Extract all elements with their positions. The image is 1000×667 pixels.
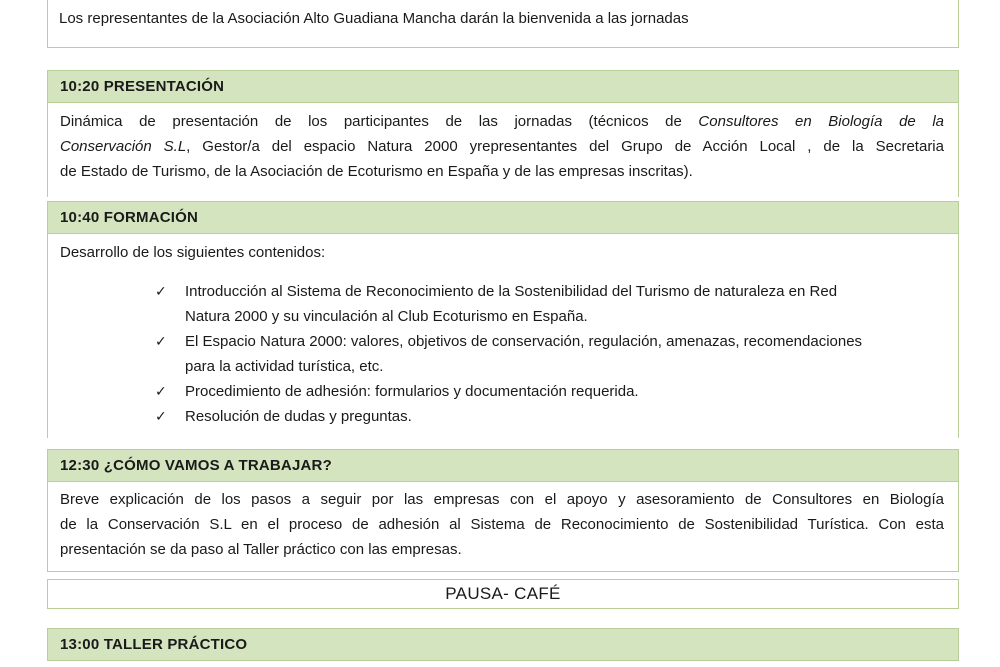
- section-body-trabajar: [47, 482, 959, 572]
- list-item-line: El Espacio Natura 2000: valores, objetivos de conservación, regulación, amenazas, recomendaciones: [185, 333, 863, 350]
- formacion-list: [60, 279, 944, 429]
- section-body-formacion: [47, 234, 959, 438]
- list-item: [60, 279, 944, 329]
- check-icon: ✓: [155, 383, 167, 399]
- list-item: [60, 404, 944, 429]
- trabajar-line-2: de la Conservación S.L en el proceso de adhesión al Sistema de Reconocimiento de Sostenibilidad Turística. Con esta: [60, 516, 944, 533]
- presentacion-text-1a: Dinámica de presentación de los participantes de las jornadas (técnicos de: [60, 113, 699, 130]
- check-icon: ✓: [155, 283, 167, 299]
- list-item-line: Resolución de dudas y preguntas.: [185, 408, 412, 425]
- list-item-line: Procedimiento de adhesión: formularios y documentación requerida.: [185, 383, 639, 400]
- list-item: [60, 379, 944, 404]
- list-item: [60, 329, 944, 379]
- pausa-cafe-banner: PAUSA- CAFÉ: [47, 579, 959, 609]
- presentacion-text-1-italic: Consultores en Biología de la: [698, 113, 945, 130]
- presentacion-text-2-italic: Conservación S.L: [60, 138, 187, 155]
- presentacion-line-3: de Estado de Turismo, de la Asociación de Ecoturismo en España y de las empresas inscritas).: [60, 163, 693, 180]
- list-item-line: para la actividad turística, etc.: [185, 358, 384, 375]
- section-body-presentacion: [47, 103, 959, 197]
- formacion-lead: Desarrollo de los siguientes contenidos:: [60, 244, 326, 261]
- check-icon: ✓: [155, 408, 167, 424]
- presentacion-line-1: [60, 109, 944, 134]
- check-icon: ✓: [155, 333, 167, 349]
- section-heading-trabajar: 12:30 ¿CÓMO VAMOS A TRABAJAR?: [47, 449, 959, 482]
- section-heading-taller: 13:00 TALLER PRÁCTICO: [47, 628, 959, 661]
- intro-text: Los representantes de la Asociación Alto Guadiana Mancha darán la bienvenida a las jornadas: [59, 10, 689, 27]
- presentacion-text-2b: , Gestor/a del espacio Natura 2000 yrepresentantes del Grupo de Acción Local , de la Secretaria: [186, 138, 944, 155]
- list-item-line: Natura 2000 y su vinculación al Club Ecoturismo en España.: [185, 308, 588, 325]
- trabajar-line-3: presentación se da paso al Taller práctico con las empresas.: [60, 541, 462, 558]
- section-heading-formacion: 10:40 FORMACIÓN: [47, 201, 959, 234]
- trabajar-line-1: Breve explicación de los pasos a seguir por las empresas con el apoyo y asesoramiento de Consultores en Biología: [60, 491, 944, 508]
- section-heading-presentacion: 10:20 PRESENTACIÓN: [47, 70, 959, 103]
- presentacion-line-2: [60, 134, 944, 159]
- list-item-line: Introducción al Sistema de Reconocimiento de la Sostenibilidad del Turismo de naturaleza en Red: [185, 283, 838, 300]
